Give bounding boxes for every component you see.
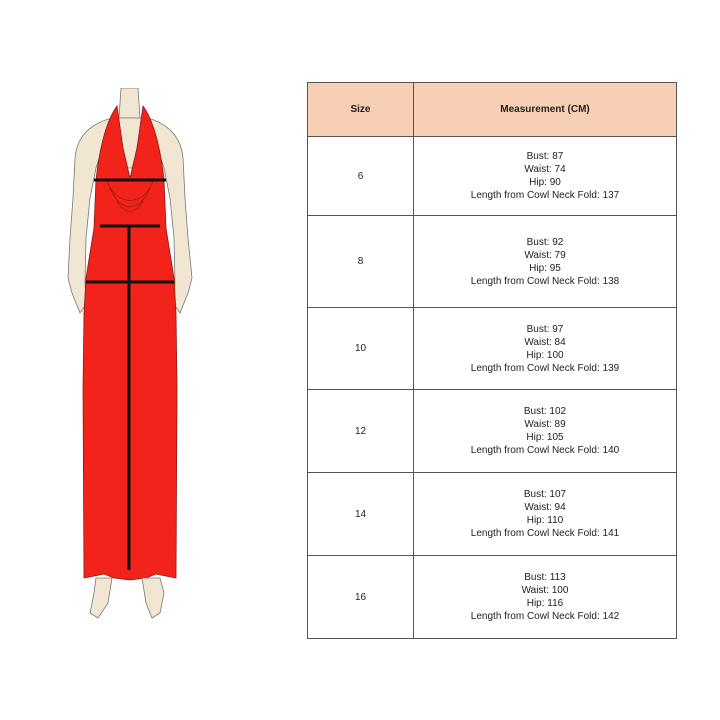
table-row (308, 216, 677, 308)
measurement-cell (414, 473, 677, 556)
measurement-line: Bust: 102 (523, 406, 567, 417)
figure-right-foot (142, 578, 164, 618)
measurement-line: Length from Cowl Neck Fold: 139 (470, 362, 620, 374)
measurement-line: Hip: 105 (526, 432, 564, 443)
measurement-line: Hip: 95 (529, 262, 561, 274)
figure-left-foot (90, 578, 112, 618)
size-cell: 6 (308, 137, 414, 216)
measurement-cell (414, 556, 677, 639)
measurement-cell (414, 137, 677, 216)
table-row (308, 390, 677, 473)
measurement-column-header: Measurement (CM) (414, 83, 677, 137)
table-row (308, 137, 677, 216)
measurement-line: Bust: 113 (524, 572, 566, 583)
measurement-line: Waist: 79 (524, 249, 566, 261)
figure-neck (119, 88, 140, 118)
measurement-line: Waist: 100 (521, 585, 569, 596)
size-cell: 12 (308, 390, 414, 473)
table-header-row (308, 83, 677, 137)
measurement-line: Bust: 107 (523, 489, 567, 500)
measurement-line: Waist: 89 (524, 419, 566, 430)
size-column-header: Size (308, 83, 414, 137)
measurement-line: Hip: 116 (526, 598, 564, 609)
size-cell: 16 (308, 556, 414, 639)
measurement-line: Bust: 92 (526, 236, 564, 248)
size-cell: 8 (308, 216, 414, 308)
dress-illustration (60, 88, 200, 633)
measurement-cell (414, 216, 677, 308)
measurement-line: Hip: 110 (526, 515, 564, 526)
measurement-line: Bust: 87 (526, 151, 564, 162)
size-chart-table (307, 82, 677, 639)
measurement-line: Length from Cowl Neck Fold: 140 (470, 445, 620, 456)
measurement-line: Length from Cowl Neck Fold: 137 (470, 190, 620, 201)
dress-figure-svg (60, 88, 200, 633)
size-cell: 14 (308, 473, 414, 556)
measurement-line: Waist: 84 (524, 336, 566, 348)
measurement-line: Hip: 100 (526, 349, 564, 361)
measurement-line: Length from Cowl Neck Fold: 142 (470, 611, 620, 622)
measurement-line: Length from Cowl Neck Fold: 138 (470, 275, 620, 287)
measurement-cell (414, 390, 677, 473)
size-cell: 10 (308, 308, 414, 390)
measurement-line: Length from Cowl Neck Fold: 141 (470, 528, 620, 539)
measurement-cell (414, 308, 677, 390)
table-row (308, 556, 677, 639)
measurement-line: Waist: 74 (524, 164, 566, 175)
table-row (308, 473, 677, 556)
measurement-line: Bust: 97 (526, 323, 564, 335)
table-row (308, 308, 677, 390)
measurement-line: Waist: 94 (524, 502, 566, 513)
measurement-line: Hip: 90 (529, 177, 561, 188)
